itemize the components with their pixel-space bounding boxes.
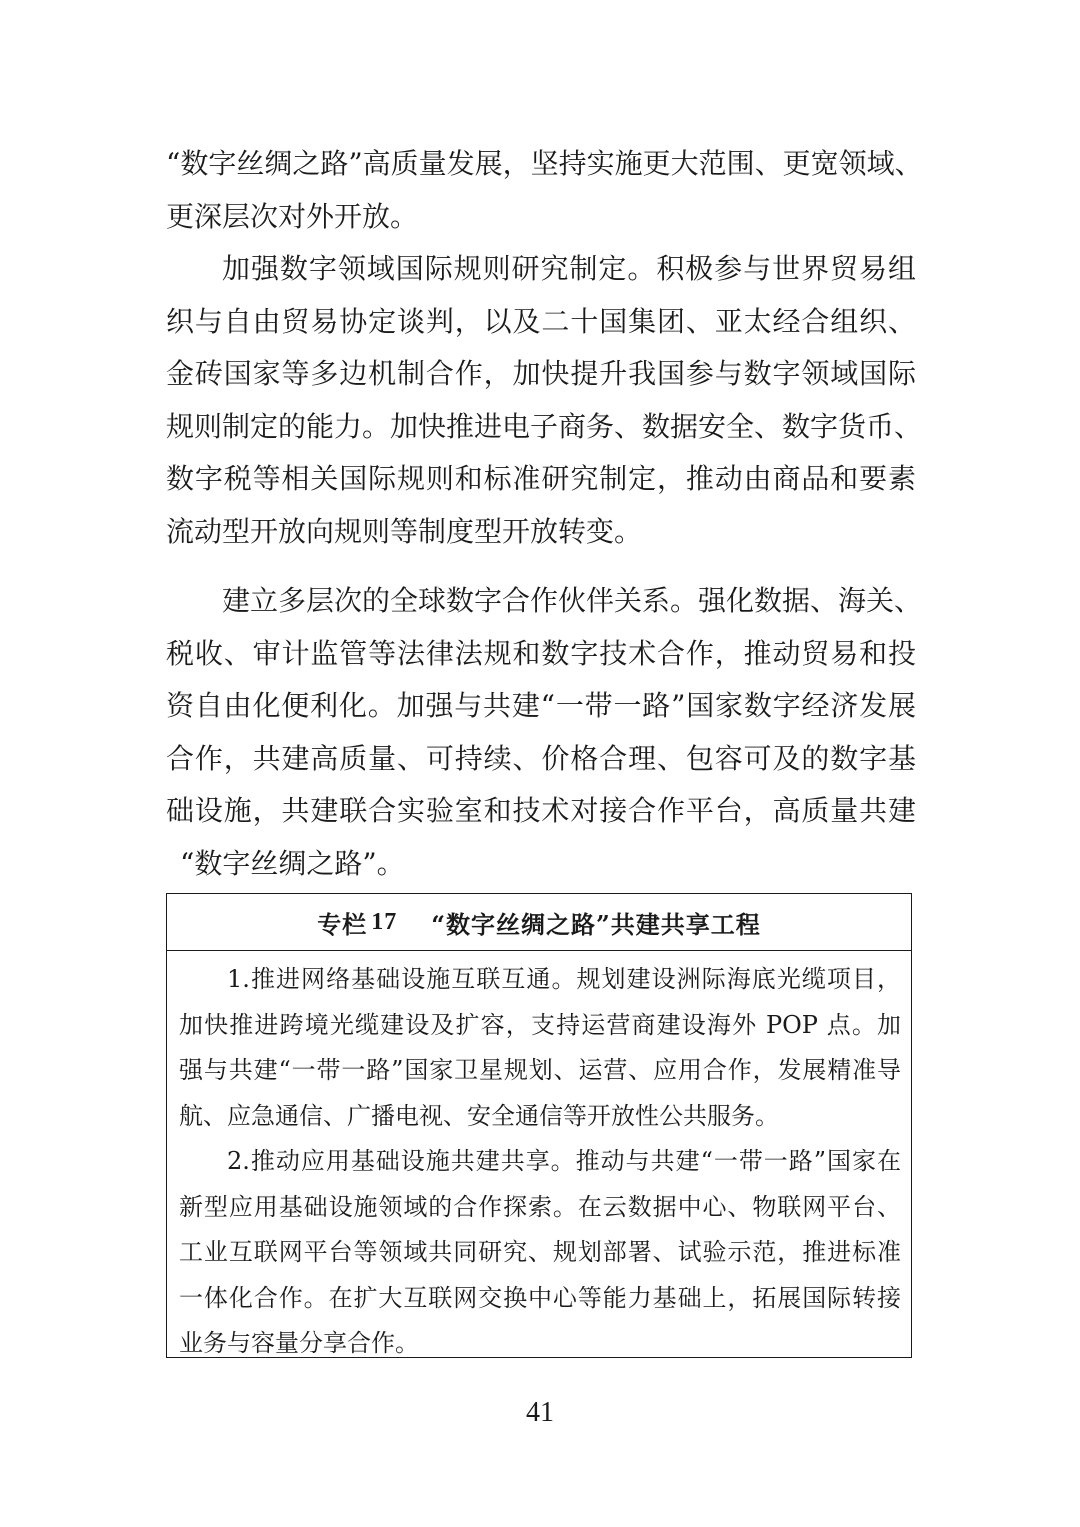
text-line: 资自由化便利化。加强与共建“一带一路”国家数字经济发展	[166, 689, 916, 722]
column-item-2	[179, 1139, 901, 1367]
text-line: 数字税等相关国际规则和标准研究制定，推动由商品和要素	[166, 462, 916, 495]
text-line: 2.推动应用基础设施共建共享。推动与共建“一带一路”国家在	[227, 1147, 901, 1175]
text-line: 织与自由贸易协定谈判，以及二十国集团、亚太经合组织、	[166, 304, 916, 338]
paragraph-3	[166, 575, 923, 890]
text-line: 建立多层次的全球数字合作伙伴关系。强化数据、海关、	[222, 584, 923, 617]
column-item-1	[179, 957, 901, 1139]
paragraph-2	[166, 243, 923, 558]
column-box	[166, 893, 912, 1358]
column-label: 专栏	[317, 909, 368, 939]
text-line: “数字丝绸之路”高质量发展，坚持实施更大范围、更宽领域、	[166, 147, 923, 180]
text-line: 金砖国家等多边机制合作，加快提升我国参与数字领域国际	[166, 357, 916, 390]
text-line: 1.推进网络基础设施互联互通。规划建设洲际海底光缆项目，	[227, 965, 901, 993]
text-line: 加强数字领域国际规则研究制定。积极参与世界贸易组	[222, 252, 916, 285]
text-line: 强与共建“一带一路”国家卫星规划、运营、应用合作，发展精准导	[179, 1056, 901, 1084]
text-line: “数字丝绸之路”。	[180, 846, 405, 880]
text-line: 税收、审计监管等法律法规和数字技术合作，推动贸易和投	[166, 636, 916, 670]
column-number: 17	[371, 908, 398, 935]
text-line: 航、应急通信、广播电视、安全通信等开放性公共服务。	[179, 1101, 779, 1130]
text-line: 流动型开放向规则等制度型开放转变。	[166, 514, 643, 548]
text-line: 一体化合作。在扩大互联网交换中心等能力基础上，拓展国际转接	[179, 1283, 901, 1312]
text-line: 更深层次对外开放。	[166, 199, 419, 233]
column-title-text: “数字丝绸之路”共建共享工程	[431, 909, 761, 939]
text-line: 规则制定的能力。加快推进电子商务、数据安全、数字货币、	[166, 409, 923, 443]
column-box-body	[167, 951, 911, 1367]
paragraph-1	[166, 138, 923, 243]
text-line: 合作，共建高质量、可持续、价格合理、包容可及的数字基	[166, 741, 916, 775]
column-box-title	[167, 894, 911, 951]
text-line: 础设施，共建联合实验室和技术对接合作平台，高质量共建	[166, 794, 916, 827]
page-number: 41	[526, 1397, 554, 1428]
text-line: 新型应用基础设施领域的合作探索。在云数据中心、物联网平台、	[179, 1192, 901, 1221]
text-line: 业务与容量分享合作。	[179, 1329, 419, 1357]
text-line: 加快推进跨境光缆建设及扩容，支持运营商建设海外 POP 点。加	[179, 1010, 901, 1039]
text-line: 工业互联网平台等领域共同研究、规划部署、试验示范，推进标准	[179, 1238, 901, 1266]
